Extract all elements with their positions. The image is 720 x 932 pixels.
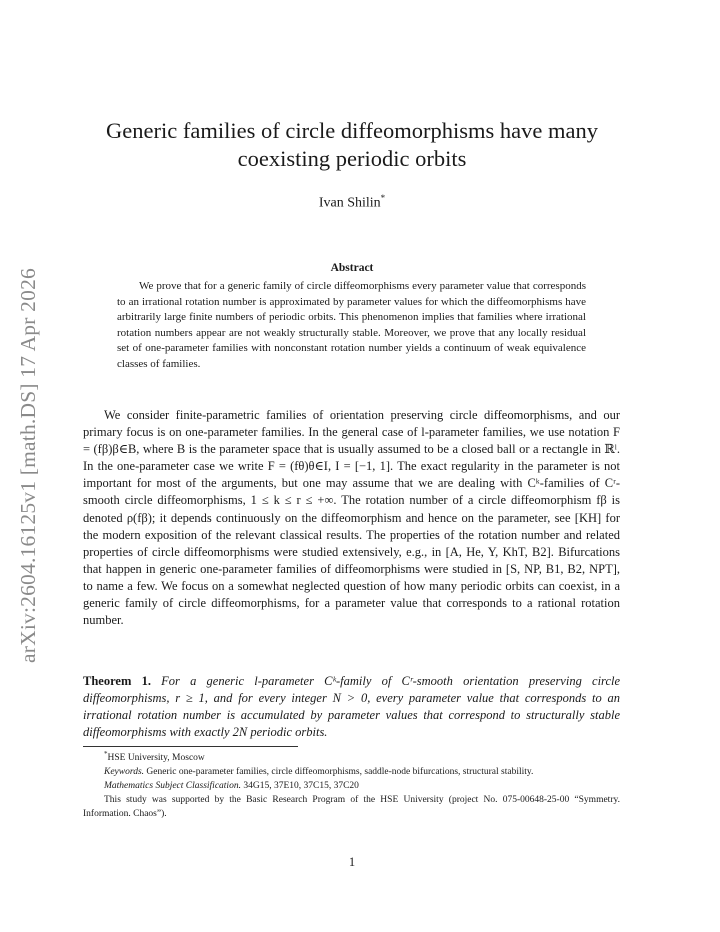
msc-label: Mathematics Subject Classification.	[104, 781, 241, 791]
theorem-1	[83, 673, 620, 741]
arxiv-identifier: arXiv:2604.16125v1 [math.DS] 17 Apr 2026	[15, 267, 40, 663]
footnotes	[83, 751, 620, 821]
abstract-heading: Abstract	[330, 262, 374, 274]
footnote-divider	[83, 746, 298, 747]
arxiv-side-stamp	[16, 245, 40, 685]
abstract-text: We prove that for a generic family of circle diffeomorphisms every parameter value that corresponds to an irrational rotation number is approximated by parameter values for which the diffeomorphisms have arbitrarily large finite numbers of periodic orbits. This phenomenon implies that families where irrational rotation numbers appear are not weakly structurally stable. Moreover, we prove that any locally residual set of one-parameter families with nonconstant rotation number yields a continuum of weak equivalence classes of families.	[117, 280, 586, 370]
title-line-1: Generic families of circle diffeomorphisms have many	[106, 118, 598, 143]
title-line-2: coexisting periodic orbits	[237, 146, 467, 171]
footnote-msc	[83, 779, 620, 793]
introduction-paragraph: We consider finite-parametric families of orientation preserving circle diffeomorphisms, and our primary focus is on one-parameter families. In the general case of l-parameter families, we use notation F = (fβ)β∈B, where B is the parameter space that is usually assumed to be a closed ball or a rectangle in ℝˡ. In the one-parameter case we write F = (fθ)θ∈I, I = [−1, 1]. The exact regularity in the parameter is not important for most of the arguments, but one may assume that we are dealing with Cᵏ-families of Cʳ-smooth circle diffeomorphisms, 1 ≤ k ≤ r ≤ +∞. The rotation number of a circle diffeomorphism fβ is denoted ρ(fβ); it depends continuously on the diffeomorphism and hence on the parameter, see [KH] for the modern exposition of the relevant classical results. The properties of the rotation number and related properties of circle diffeomorphisms were studied extensively, e.g., in [A, He, Y, KhT, B2]. Bifurcations that happen in generic one-parameter families of diffeomorphisms were studied in [S, NP, B1, B2, NPT], to name a few. We focus on a somewhat neglected question of how many periodic orbits can coexist, in a generic family of circle diffeomorphisms, for a parameter value that corresponds to a rational rotation number.	[83, 408, 620, 628]
author-footnote-mark: *	[380, 193, 386, 203]
msc-text: 34G15, 37E10, 37C15, 37C20	[243, 781, 359, 791]
footnote-funding: This study was supported by the Basic Research Program of the HSE University (project No. 075-00648-25-00 “Symmetry. Information. Chaos”).	[83, 795, 620, 819]
page-number: 1	[348, 855, 356, 869]
author-name: Ivan Shilin	[318, 195, 381, 211]
author-line	[82, 193, 622, 212]
footnote-affiliation	[83, 751, 620, 765]
footnote-keywords	[83, 765, 620, 779]
theorem-label: Theorem 1.	[83, 674, 151, 688]
keywords-label: Keywords.	[104, 767, 145, 777]
paper-title	[82, 117, 622, 173]
keywords-text: Generic one-parameter families, circle diffeomorphisms, saddle-node bifurcations, structural stability.	[146, 767, 534, 777]
theorem-statement: For a generic l-parameter Cᵏ-family of Cʳ-smooth orientation preserving circle diffeomorphisms, r ≥ 1, and for every integer N > 0, every parameter value that corresponds to an irrational rotation number is accumulated by parameter values that correspond to structurally stable diffeomorphisms with exactly 2N periodic orbits.	[83, 674, 621, 740]
affiliation-text: HSE University, Moscow	[107, 753, 205, 763]
footnote-mark: *	[104, 749, 108, 758]
